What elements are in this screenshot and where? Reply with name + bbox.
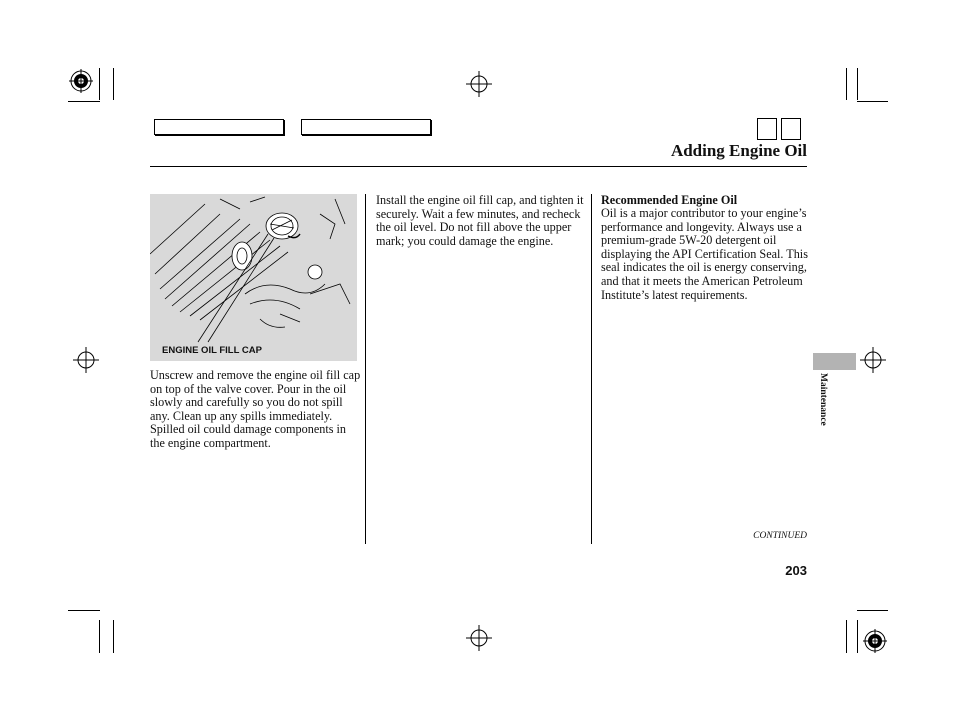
figure-caption: ENGINE OIL FILL CAP [162, 345, 262, 356]
continued-note: CONTINUED [753, 531, 807, 541]
column-divider [591, 194, 592, 544]
page-number: 203 [785, 563, 807, 578]
column-divider [365, 194, 366, 544]
section-side-label: Maintenance [818, 373, 828, 426]
engine-illustration [150, 194, 357, 361]
nav-tab-contents[interactable] [154, 119, 284, 135]
oil-fill-cap-drawing-icon [150, 194, 357, 361]
left-column-text: Unscrew and remove the engine oil fill cap on top of the valve cover. Pour in the oil slowly and carefully so you do not spill any. Clean up any spills immediately. Spilled oil could damage components in the engine compartment. [150, 368, 361, 450]
nav-tab-index[interactable] [301, 119, 431, 135]
middle-column-text: Install the engine oil fill cap, and tighten it securely. Wait a few minutes, and recheck the oil level. Do not fill above the upper mark; you could damage the engine. [376, 193, 584, 248]
header-rule [150, 166, 807, 167]
section-side-tab[interactable] [813, 353, 856, 370]
nav-box-next[interactable] [781, 118, 801, 140]
page-title: Adding Engine Oil [670, 141, 807, 160]
right-column-heading: Recommended Engine Oil [601, 193, 738, 207]
nav-box-previous[interactable] [757, 118, 777, 140]
right-column-text: Oil is a major contributor to your engine’s performance and longevity. Always use a premium-grade 5W-20 detergent oil displaying the API Certification Seal. This seal indicates the oil is energy conserving, and that it meets the American Petroleum Institute’s latest requirements. [601, 206, 808, 302]
